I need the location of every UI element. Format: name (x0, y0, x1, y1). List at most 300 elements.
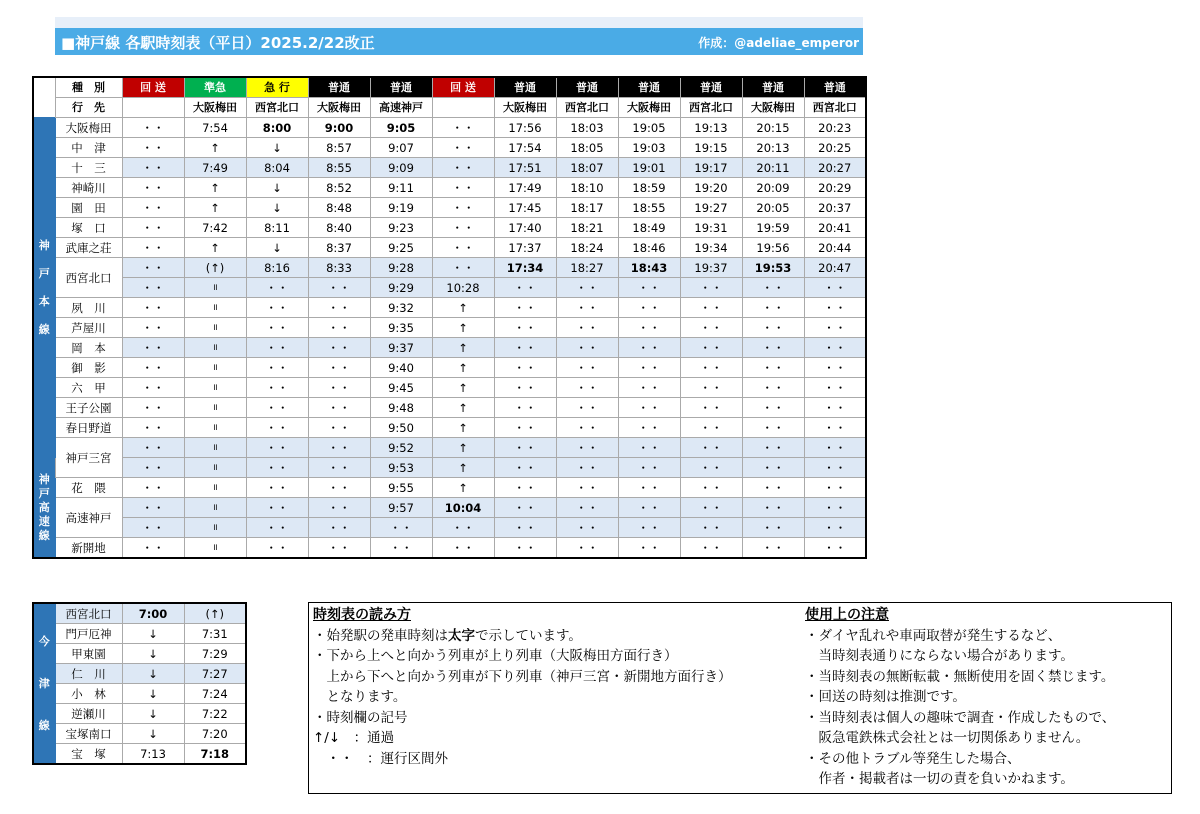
time-cell: ↓ (122, 624, 184, 644)
time-cell: ・・ (122, 538, 184, 559)
time-cell: ・・ (122, 478, 184, 498)
time-cell: ・・ (556, 318, 618, 338)
time-cell: 9:53 (370, 458, 432, 478)
train-type: 普通 (742, 77, 804, 98)
author-credit: 作成：@adeliae_emperor (698, 36, 859, 50)
station-name: 武庫之荘 (55, 238, 122, 258)
time-cell: 8:16 (246, 258, 308, 278)
time-cell: 7:00 (122, 603, 184, 624)
time-cell: ・・ (432, 238, 494, 258)
time-cell: ॥ (184, 318, 246, 338)
time-cell: ・・ (122, 238, 184, 258)
time-cell: ・・ (742, 478, 804, 498)
table-row (33, 258, 866, 278)
train-destination: 西宮北口 (680, 98, 742, 118)
time-cell: 9:07 (370, 138, 432, 158)
train-destination: 大阪梅田 (308, 98, 370, 118)
time-cell: 7:49 (184, 158, 246, 178)
time-cell: 20:23 (804, 118, 866, 138)
time-cell: ・・ (122, 258, 184, 278)
time-cell: ↑ (432, 378, 494, 398)
time-cell: 9:09 (370, 158, 432, 178)
time-cell: ↑ (184, 198, 246, 218)
time-cell: ・・ (308, 298, 370, 318)
time-cell: ・・ (432, 218, 494, 238)
time-cell: ・・ (742, 418, 804, 438)
caution-line: 当時刻表通りにならない場合があります。 (805, 648, 1074, 664)
station-name: 逆瀬川 (55, 704, 122, 724)
station-name: 六 甲 (55, 378, 122, 398)
time-cell: ・・ (556, 538, 618, 559)
time-cell: 18:27 (556, 258, 618, 278)
time-cell: ・・ (246, 538, 308, 559)
time-cell: ・・ (432, 538, 494, 559)
time-cell: ↓ (122, 684, 184, 704)
train-type: 普通 (308, 77, 370, 98)
caution-line: ・その他トラブル等発生した場合、 (805, 750, 1021, 767)
time-cell: ・・ (308, 378, 370, 398)
table-row (33, 418, 866, 438)
table-row (33, 538, 866, 559)
time-cell: 20:25 (804, 138, 866, 158)
caution-line: 阪急電鉄株式会社とは一切関係ありません。 (805, 730, 1090, 746)
time-cell: ・・ (556, 278, 618, 298)
time-cell: ・・ (618, 298, 680, 318)
time-cell: 10:28 (432, 278, 494, 298)
time-cell: ・・ (494, 438, 556, 458)
time-cell: 10:04 (432, 498, 494, 518)
time-cell: 20:44 (804, 238, 866, 258)
table-row (33, 724, 246, 744)
time-cell: ・・ (494, 538, 556, 559)
time-cell: ・・ (122, 398, 184, 418)
train-type: 回 送 (122, 77, 184, 98)
title-banner (55, 17, 863, 55)
time-cell: 19:27 (680, 198, 742, 218)
table-row (33, 358, 866, 378)
station-name: 小 林 (55, 684, 122, 704)
time-cell: ・・ (804, 458, 866, 478)
time-cell: ・・ (308, 398, 370, 418)
time-cell: ・・ (804, 378, 866, 398)
train-destination: 西宮北口 (556, 98, 618, 118)
time-cell: 9:05 (370, 118, 432, 138)
time-cell: ・・ (308, 338, 370, 358)
time-cell: ・・ (122, 118, 184, 138)
time-cell: 18:21 (556, 218, 618, 238)
time-cell: ・・ (308, 418, 370, 438)
station-name: 大阪梅田 (55, 118, 122, 138)
time-cell: ・・ (122, 418, 184, 438)
time-cell: ・・ (804, 278, 866, 298)
time-cell: ॥ (184, 458, 246, 478)
time-cell: 18:05 (556, 138, 618, 158)
time-cell: 7:20 (184, 724, 246, 744)
reading-line-4: となります。 (313, 689, 407, 705)
caution-heading: 使用上の注意 (805, 607, 889, 623)
time-cell: 20:27 (804, 158, 866, 178)
time-cell: ・・ (618, 358, 680, 378)
corner-blank (33, 77, 55, 118)
time-cell: 18:17 (556, 198, 618, 218)
time-cell: 9:28 (370, 258, 432, 278)
time-cell: 18:55 (618, 198, 680, 218)
time-cell: 9:19 (370, 198, 432, 218)
time-cell: ・・ (122, 338, 184, 358)
time-cell: 8:52 (308, 178, 370, 198)
station-name: 夙 川 (55, 298, 122, 318)
train-destination: 西宮北口 (804, 98, 866, 118)
time-cell: 19:05 (618, 118, 680, 138)
time-cell: ↓ (246, 138, 308, 158)
station-name: 中 津 (55, 138, 122, 158)
train-type: 普通 (680, 77, 742, 98)
reading-line-1: ・始発駅の発車時刻は太字で示しています。 (313, 627, 582, 644)
time-cell: ・・ (556, 518, 618, 538)
time-cell: ・・ (804, 518, 866, 538)
time-cell: 7:13 (122, 744, 184, 765)
time-cell: ・・ (556, 418, 618, 438)
time-cell: ・・ (494, 478, 556, 498)
time-cell: 18:46 (618, 238, 680, 258)
reading-line-6: ↑/↓ ：通過 (313, 730, 395, 746)
time-cell: 17:37 (494, 238, 556, 258)
time-cell: ・・ (804, 338, 866, 358)
time-cell: 8:00 (246, 118, 308, 138)
time-cell: ・・ (246, 458, 308, 478)
station-name: 芦屋川 (55, 318, 122, 338)
time-cell: 9:50 (370, 418, 432, 438)
time-cell: ・・ (680, 418, 742, 438)
time-cell: 8:48 (308, 198, 370, 218)
time-cell: ・・ (494, 498, 556, 518)
time-cell: ॥ (184, 438, 246, 458)
time-cell: 19:15 (680, 138, 742, 158)
station-name: 御 影 (55, 358, 122, 378)
time-cell: ・・ (494, 358, 556, 378)
time-cell: ॥ (184, 298, 246, 318)
time-cell: 8:11 (246, 218, 308, 238)
time-cell: ॥ (184, 358, 246, 378)
reading-heading: 時刻表の読み方 (313, 607, 411, 623)
train-type: 準急 (184, 77, 246, 98)
time-cell: 19:17 (680, 158, 742, 178)
time-cell: ・・ (246, 438, 308, 458)
train-type: 急 行 (246, 77, 308, 98)
time-cell: ・・ (556, 398, 618, 418)
time-cell: ・・ (680, 538, 742, 559)
time-cell: ・・ (618, 478, 680, 498)
reading-guide (313, 605, 732, 769)
table-row (33, 624, 246, 644)
train-destination (122, 98, 184, 118)
table-row (33, 278, 866, 298)
train-type: 普通 (494, 77, 556, 98)
station-name: 王子公園 (55, 398, 122, 418)
time-cell: 20:05 (742, 198, 804, 218)
time-cell: 20:37 (804, 198, 866, 218)
time-cell: ↑ (432, 298, 494, 318)
kobe-line-timetable (32, 76, 867, 559)
time-cell: 7:24 (184, 684, 246, 704)
table-row (33, 218, 866, 238)
time-cell: ↑ (184, 238, 246, 258)
time-cell: ・・ (122, 198, 184, 218)
train-destination: 大阪梅田 (494, 98, 556, 118)
time-cell: ・・ (308, 458, 370, 478)
time-cell: ・・ (618, 418, 680, 438)
table-row (33, 518, 866, 538)
station-name: 仁 川 (55, 664, 122, 684)
time-cell: ・・ (308, 278, 370, 298)
time-cell: ↑ (432, 418, 494, 438)
table-row (33, 298, 866, 318)
time-cell: ・・ (308, 318, 370, 338)
time-cell: 9:25 (370, 238, 432, 258)
station-name: 塚 口 (55, 218, 122, 238)
time-cell: ・・ (556, 378, 618, 398)
station-name: 門戸厄神 (55, 624, 122, 644)
time-cell: 17:45 (494, 198, 556, 218)
caution-line: ・回送の時刻は推測です。 (805, 689, 966, 705)
time-cell: ・・ (680, 338, 742, 358)
time-cell: 20:47 (804, 258, 866, 278)
time-cell: 8:40 (308, 218, 370, 238)
time-cell: 20:11 (742, 158, 804, 178)
time-cell: ・・ (494, 318, 556, 338)
time-cell: ・・ (246, 338, 308, 358)
destination-label: 行 先 (55, 98, 122, 118)
time-cell: ॥ (184, 418, 246, 438)
time-cell: ・・ (122, 278, 184, 298)
time-cell: 19:56 (742, 238, 804, 258)
time-cell: ・・ (122, 458, 184, 478)
line-label-imazu: 今 津 線 (33, 603, 55, 764)
time-cell: ・・ (556, 358, 618, 378)
time-cell: 19:03 (618, 138, 680, 158)
time-cell: ॥ (184, 498, 246, 518)
station-name: 十 三 (55, 158, 122, 178)
time-cell: ・・ (680, 378, 742, 398)
time-cell: ・・ (432, 118, 494, 138)
time-cell: ・・ (246, 358, 308, 378)
time-cell: ・・ (122, 358, 184, 378)
time-cell: 9:35 (370, 318, 432, 338)
station-name: 西宮北口 (55, 258, 122, 298)
time-cell: ・・ (494, 378, 556, 398)
time-cell: ・・ (618, 398, 680, 418)
time-cell: 9:40 (370, 358, 432, 378)
station-name: 甲東園 (55, 644, 122, 664)
station-name: 春日野道 (55, 418, 122, 438)
time-cell: ・・ (122, 138, 184, 158)
time-cell: ・・ (246, 398, 308, 418)
time-cell: ・・ (680, 498, 742, 518)
train-type: 普通 (556, 77, 618, 98)
time-cell: ・・ (804, 398, 866, 418)
time-cell: 19:59 (742, 218, 804, 238)
caution-line: 作者・掲載者は一切の責を負いかねます。 (805, 771, 1074, 787)
time-cell: ・・ (308, 438, 370, 458)
time-cell: ・・ (122, 298, 184, 318)
time-cell: ・・ (680, 478, 742, 498)
time-cell: ・・ (680, 318, 742, 338)
time-cell: ・・ (618, 538, 680, 559)
time-cell: 19:13 (680, 118, 742, 138)
table-row (33, 178, 866, 198)
time-cell: 9:55 (370, 478, 432, 498)
time-cell: ・・ (804, 478, 866, 498)
time-cell: ・・ (246, 318, 308, 338)
time-cell: 19:20 (680, 178, 742, 198)
time-cell: ॥ (184, 478, 246, 498)
station-name: 神崎川 (55, 178, 122, 198)
time-cell: ・・ (742, 278, 804, 298)
train-destination: 西宮北口 (246, 98, 308, 118)
line-label-kobe-main: 神 戸 本 線 (33, 118, 55, 458)
time-cell: ・・ (122, 158, 184, 178)
table-row (33, 684, 246, 704)
time-cell: ・・ (804, 318, 866, 338)
time-cell: ・・ (370, 538, 432, 559)
time-cell: ・・ (742, 358, 804, 378)
time-cell: ・・ (680, 278, 742, 298)
table-row (33, 744, 246, 765)
time-cell: ・・ (308, 358, 370, 378)
time-cell: ・・ (122, 438, 184, 458)
time-cell: 20:15 (742, 118, 804, 138)
time-cell: ・・ (742, 458, 804, 478)
time-cell: 19:53 (742, 258, 804, 278)
time-cell: ・・ (680, 438, 742, 458)
time-cell: 20:13 (742, 138, 804, 158)
time-cell: ・・ (804, 438, 866, 458)
time-cell: ・・ (618, 318, 680, 338)
train-destination: 高速神戸 (370, 98, 432, 118)
time-cell: ↓ (246, 198, 308, 218)
time-cell: 9:29 (370, 278, 432, 298)
station-name: 宝 塚 (55, 744, 122, 765)
time-cell: ・・ (432, 178, 494, 198)
time-cell: ・・ (246, 518, 308, 538)
time-cell: ・・ (122, 378, 184, 398)
time-cell: ・・ (246, 378, 308, 398)
time-cell: ↓ (122, 644, 184, 664)
time-cell: ↓ (122, 664, 184, 684)
time-cell: 7:29 (184, 644, 246, 664)
reading-line-2: ・下から上へと向かう列車が上り列車（大阪梅田方面行き） (313, 648, 678, 664)
table-row (33, 664, 246, 684)
time-cell: ・・ (742, 438, 804, 458)
station-name: 高速神戸 (55, 498, 122, 538)
time-cell: ॥ (184, 538, 246, 559)
time-cell: ・・ (432, 138, 494, 158)
time-cell: ↑ (184, 178, 246, 198)
time-cell: 19:34 (680, 238, 742, 258)
table-row (33, 138, 866, 158)
time-cell: ・・ (494, 518, 556, 538)
time-cell: 18:07 (556, 158, 618, 178)
table-row (33, 378, 866, 398)
reading-line-3: 上から下へと向かう列車が下り列車（神戸三宮・新開地方面行き） (313, 668, 732, 685)
time-cell: ・・ (494, 338, 556, 358)
time-cell: 7:22 (184, 704, 246, 724)
time-cell: ・・ (618, 498, 680, 518)
time-cell: 17:51 (494, 158, 556, 178)
time-cell: 9:37 (370, 338, 432, 358)
time-cell: ・・ (618, 518, 680, 538)
time-cell: 17:54 (494, 138, 556, 158)
time-cell: ॥ (184, 378, 246, 398)
time-cell: 9:23 (370, 218, 432, 238)
time-cell: ・・ (246, 478, 308, 498)
line-label-kobe-kosoku: 神 戸 高 速 線 (33, 458, 55, 559)
table-row (33, 398, 866, 418)
time-cell: ・・ (618, 278, 680, 298)
time-cell: 7:42 (184, 218, 246, 238)
time-cell: 7:27 (184, 664, 246, 684)
time-cell: ・・ (804, 298, 866, 318)
time-cell: ・・ (370, 518, 432, 538)
time-cell: ・・ (122, 318, 184, 338)
time-cell: 19:31 (680, 218, 742, 238)
caution-line: ・ダイヤ乱れや車両取替が発生するなど、 (805, 627, 1062, 644)
time-cell: 8:55 (308, 158, 370, 178)
time-cell: 18:10 (556, 178, 618, 198)
time-cell: 18:24 (556, 238, 618, 258)
time-cell: ↓ (246, 238, 308, 258)
time-cell: ・・ (556, 438, 618, 458)
time-cell: ॥ (184, 338, 246, 358)
time-cell: ・・ (618, 378, 680, 398)
time-cell: ・・ (618, 458, 680, 478)
time-cell: ・・ (804, 418, 866, 438)
table-row (33, 158, 866, 178)
time-cell: ॥ (184, 278, 246, 298)
time-cell: ↓ (122, 724, 184, 744)
table-row (33, 458, 866, 478)
table-row (33, 118, 866, 138)
time-cell: ・・ (556, 338, 618, 358)
time-cell: ・・ (618, 438, 680, 458)
time-cell: 19:37 (680, 258, 742, 278)
table-row (33, 644, 246, 664)
train-destination (432, 98, 494, 118)
time-cell: 9:45 (370, 378, 432, 398)
table-row (33, 198, 866, 218)
time-cell: ↑ (184, 138, 246, 158)
time-cell: ・・ (556, 458, 618, 478)
station-name: 園 田 (55, 198, 122, 218)
time-cell: ・・ (432, 158, 494, 178)
train-destination: 大阪梅田 (184, 98, 246, 118)
reading-line-5: ・時刻欄の記号 (313, 709, 408, 726)
time-cell: 9:32 (370, 298, 432, 318)
time-cell: ・・ (742, 318, 804, 338)
time-cell: 9:48 (370, 398, 432, 418)
time-cell: ・・ (556, 298, 618, 318)
time-cell: 17:49 (494, 178, 556, 198)
time-cell: ・・ (680, 458, 742, 478)
time-cell: 18:49 (618, 218, 680, 238)
time-cell: ・・ (742, 338, 804, 358)
train-type: 普通 (804, 77, 866, 98)
time-cell: 20:29 (804, 178, 866, 198)
time-cell: 20:09 (742, 178, 804, 198)
train-destination: 大阪梅田 (742, 98, 804, 118)
time-cell: ・・ (122, 498, 184, 518)
time-cell: 17:40 (494, 218, 556, 238)
